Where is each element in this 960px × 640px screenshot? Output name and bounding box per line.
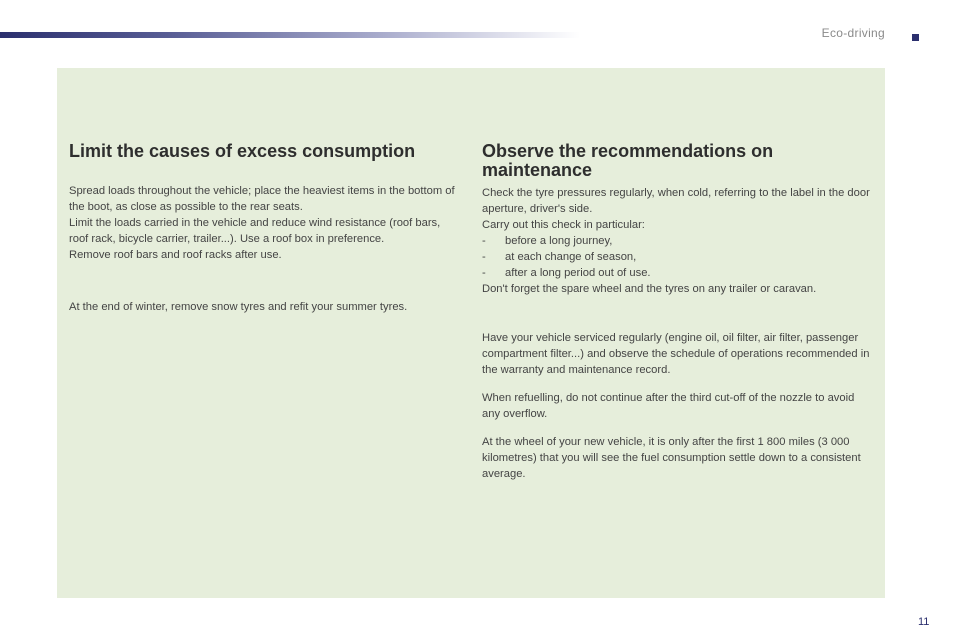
section-marker-icon <box>912 34 919 41</box>
right-column <box>482 142 874 482</box>
list-item-text: at each change of season, <box>505 251 637 263</box>
list-item-text: before a long journey, <box>505 235 613 247</box>
left-column <box>69 142 461 315</box>
paragraph-winter-tyres: At the end of winter, remove snow tyres and refit your summer tyres. <box>69 301 408 313</box>
paragraph-carry-out: Carry out this check in particular: <box>482 219 645 231</box>
paragraph-tyre-pressure: Check the tyre pressures regularly, when cold, referring to the label in the door aperture, driver's side. <box>482 187 870 215</box>
paragraph-refuelling: When refuelling, do not continue after the third cut-off of the nozzle to avoid any overflow. <box>482 392 855 420</box>
page-number: 11 <box>918 616 930 628</box>
right-title-line1: Observe the recommendations on <box>482 141 774 161</box>
right-title-line2: maintenance <box>482 160 593 180</box>
list-item <box>482 249 874 265</box>
dash-bullet: - <box>482 251 486 263</box>
right-title <box>482 142 874 180</box>
section-label: Eco-driving <box>821 26 885 40</box>
list-item-text: after a long period out of use. <box>505 267 651 279</box>
paragraph-spare-wheel: Don't forget the spare wheel and the tyres on any trailer or caravan. <box>482 283 817 295</box>
dash-bullet: - <box>482 267 486 279</box>
list-item <box>482 233 874 249</box>
paragraph-spread-loads: Spread loads throughout the vehicle; place the heaviest items in the bottom of the boot, as close as possible to the rear seats. <box>69 185 455 213</box>
dash-bullet: - <box>482 235 486 247</box>
header-gradient-bar <box>0 32 580 38</box>
check-list <box>482 233 874 281</box>
content-panel <box>57 68 885 598</box>
list-item <box>482 265 874 281</box>
paragraph-new-vehicle: At the wheel of your new vehicle, it is only after the first 1 800 miles (3 000 kilometres) that you will see the fuel consumption settle down to a consistent average. <box>482 436 861 480</box>
paragraph-remove-bars: Remove roof bars and roof racks after use. <box>69 249 282 261</box>
paragraph-limit-loads: Limit the loads carried in the vehicle and reduce wind resistance (roof bars, roof rack, bicycle carrier, trailer...). Use a roof box in preference. <box>69 217 441 245</box>
left-title: Limit the causes of excess consumption <box>69 141 416 161</box>
paragraph-service: Have your vehicle serviced regularly (engine oil, oil filter, air filter, passenger compartment filter...) and observe the schedule of operations recommended in the warranty and maintenance record. <box>482 332 870 376</box>
